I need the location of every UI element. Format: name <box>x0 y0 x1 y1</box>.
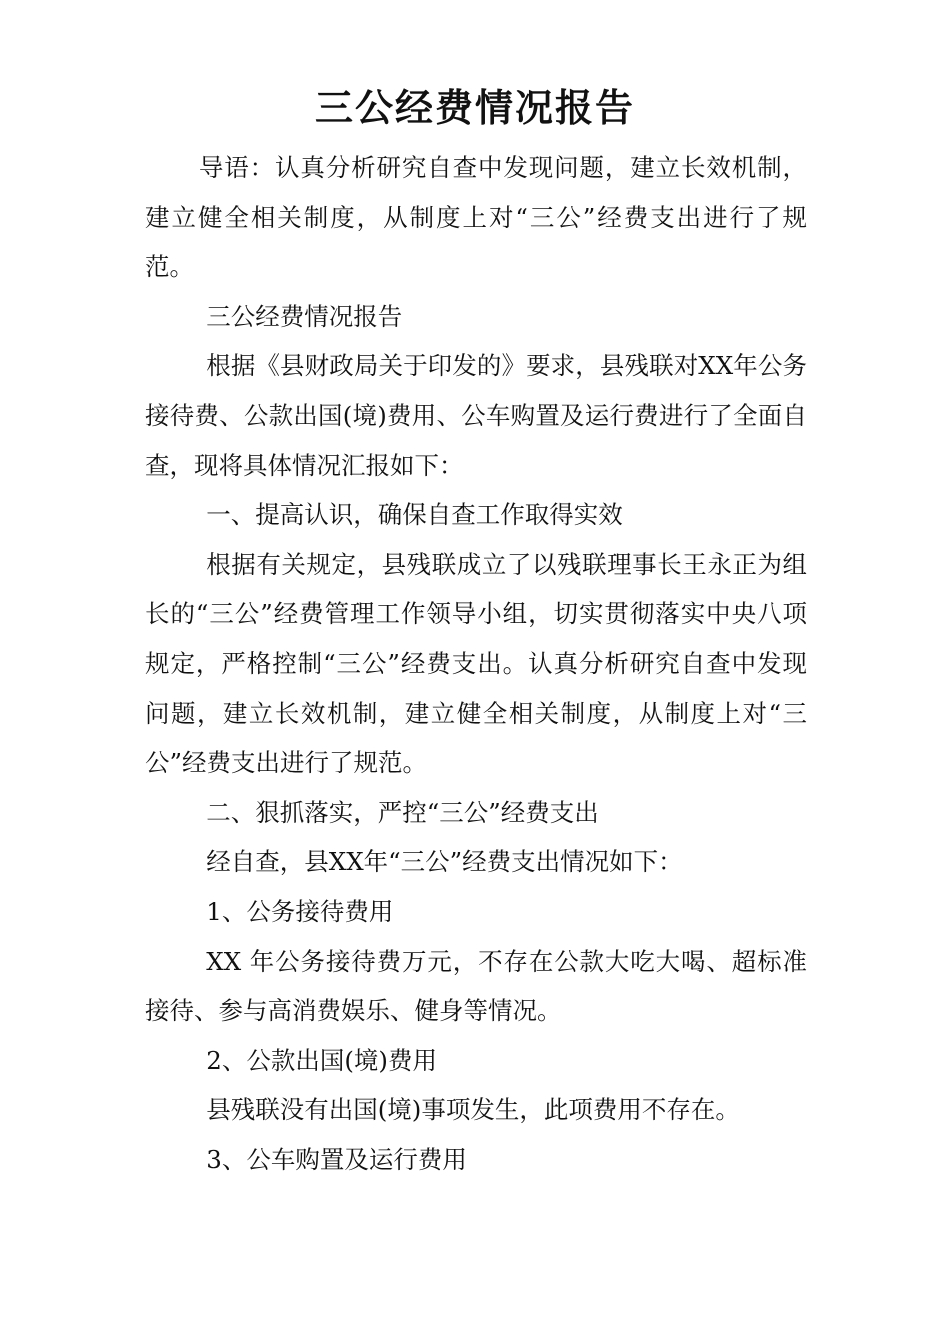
section-1-paragraph: 根据有关规定，县残联成立了以残联理事长王永正为组长的“三公”经费管理工作领导小组，切实贯彻落实中央八项规定，严格控制“三公”经费支出。认真分析研究自查中发现问题，建立长效机制，建立健全相关制度，从制度上对“三公”经费支出进行了规范。 <box>145 549 807 778</box>
item-heading-2: 2、公款出国(境)费用 <box>206 1045 437 1075</box>
item-1-paragraph: XX 年公务接待费万元，不存在公款大吃大喝、超标准接待、参与高消费娱乐、健身等情况。 <box>145 946 807 1026</box>
report-opening-paragraph: 根据《县财政局关于印发的》要求，县残联对XX年公务接待费、公款出国(境)费用、公车购置及运行费进行了全面自查，现将具体情况汇报如下： <box>145 351 807 480</box>
section-2-intro: 经自查，县XX年“三公”经费支出情况如下： <box>206 847 683 877</box>
intro-paragraph: 导语：认真分析研究自查中发现问题，建立长效机制，建立健全相关制度，从制度上对“三公”经费支出进行了规范。 <box>145 153 807 282</box>
document-title: 三公经费情况报告 <box>314 85 635 130</box>
item-heading-1: 1、公务接待费用 <box>206 896 394 926</box>
section-heading-1: 一、提高认识，确保自查工作取得实效 <box>206 500 623 530</box>
item-2-paragraph: 县残联没有出国(境)事项发生，此项费用不存在。 <box>206 1095 740 1125</box>
item-heading-3: 3、公车购置及运行费用 <box>206 1144 467 1174</box>
document-body <box>145 143 807 1184</box>
report-subtitle: 三公经费情况报告 <box>206 301 403 331</box>
section-heading-2: 二、狠抓落实，严控“三公”经费支出 <box>206 797 599 827</box>
